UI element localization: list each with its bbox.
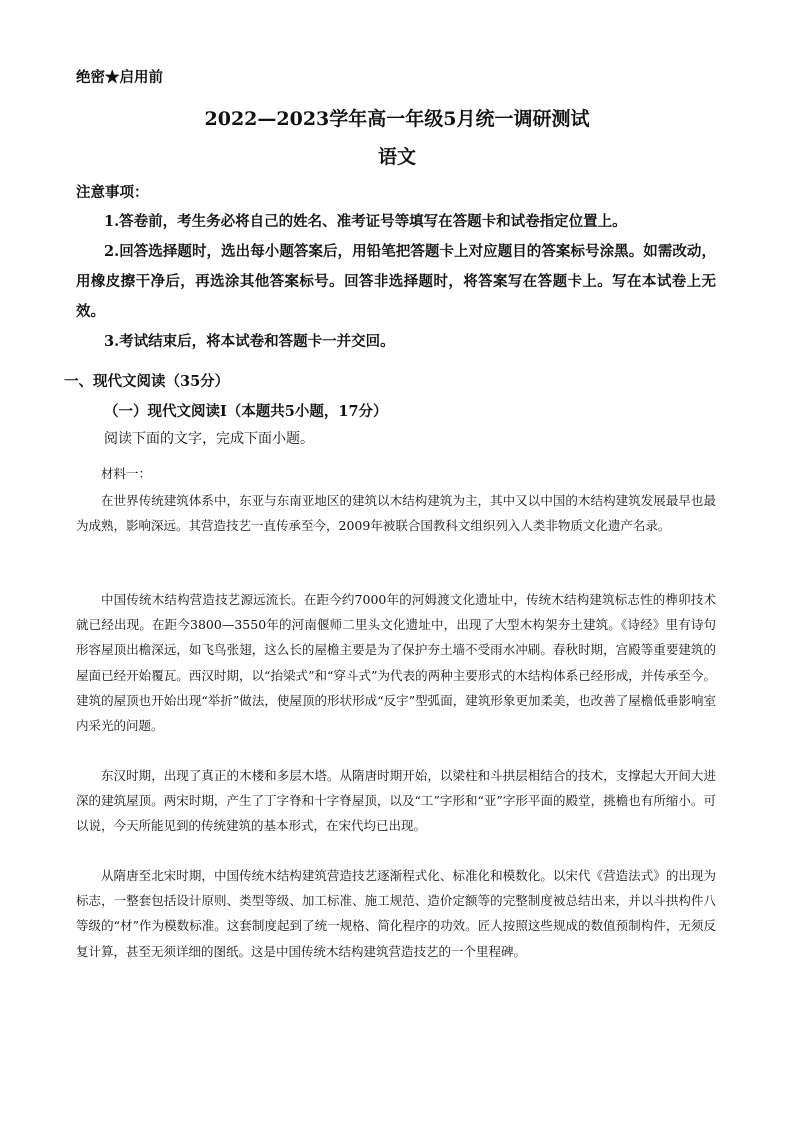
- exam-title: 2022—2023学年高一年级5月统一调研测试: [204, 108, 590, 130]
- reading-instruction: 阅读下面的文字，完成下面小题。: [104, 431, 314, 447]
- section-heading: 一、现代文阅读（35分）: [64, 373, 230, 390]
- subject-title: 语文: [377, 146, 416, 168]
- notice-item-2: 2.回答选择题时，选出每小题答案后，用铅笔把答题卡上对应题目的答案标号涂黑。如需改动，用橡皮擦干净后，再选涂其他答案标号。回答非选择题时，将答案写在答题卡上。写在本试卷上无效。: [76, 243, 716, 320]
- material-paragraph: 中国传统木结构营造技艺源远流长。在距今约7000年的河姆渡文化遗址中，传统木结构建筑标志性的榫卯技术就已经出现。在距今3800—3550年的河南偃师二里头文化遗址中，出现了大型木构架夯土建筑。《诗经》里有诗句形容屋顶出檐深远，如飞鸟张翅，这么长的屋檐主要是为了保护夯土墙不受雨水冲刷。春秋时期，宫殿等重要建筑的屋面已经开始覆瓦。西汉时期，以“抬梁式”和“穿斗式”为代表的两种主要形式的木结构体系已经形成，并传承至今。建筑的屋顶也开始出现“举折”做法，使屋顶的形状形成“反宇”型弧面，建筑形象更加柔美，也改善了屋檐低垂影响室内采光的问题。: [76, 592, 716, 734]
- material-label: 材料一：: [101, 466, 152, 481]
- notice-item-1: 1.答卷前，考生务必将自己的姓名、准考证号等填写在答题卡和试卷指定位置上。: [104, 213, 627, 230]
- material-paragraph: 东汉时期，出现了真正的木楼和多层木塔。从隋唐时期开始，以梁柱和斗拱层相结合的技术，支撑起大开间大进深的建筑屋顶。两宋时期，产生了丁字脊和十字脊屋顶，以及“工”字形和“亚”字形平面的殿堂，挑檐也有所缩小。可以说，今天所能见到的传统建筑的基本形式，在宋代均已出现。: [76, 768, 716, 834]
- material-paragraph: 从隋唐至北宋时期，中国传统木结构建筑营造技艺逐渐程式化、标准化和模数化。以宋代《营造法式》的出现为标志，一整套包括设计原则、类型等级、加工标准、施工规范、造价定额等的完整制度被总结出来，并以斗拱构件八等级的“材”作为模数标准。这套制度起到了统一规格、简化程序的功效。匠人按照这些规成的数值预制构件，无须反复计算，甚至无须详细的图纸。这是中国传统木结构建筑营造技艺的一个里程碑。: [76, 868, 716, 959]
- material-paragraph: 在世界传统建筑体系中，东亚与东南亚地区的建筑以木结构建筑为主，其中又以中国的木结构建筑发展最早也最为成熟，影响深远。其营造技艺一直传承至今，2009年被联合国教科文组织列入人类非物质文化遗产名录。: [76, 493, 716, 534]
- subsection-heading: （一）现代文阅读Ⅰ（本题共5小题，17分）: [104, 403, 388, 420]
- notice-heading: 注意事项：: [76, 184, 149, 201]
- secret-mark: 绝密★启用前: [76, 69, 163, 86]
- notice-item-3: 3.考试结束后，将本试卷和答题卡一并交回。: [104, 333, 395, 350]
